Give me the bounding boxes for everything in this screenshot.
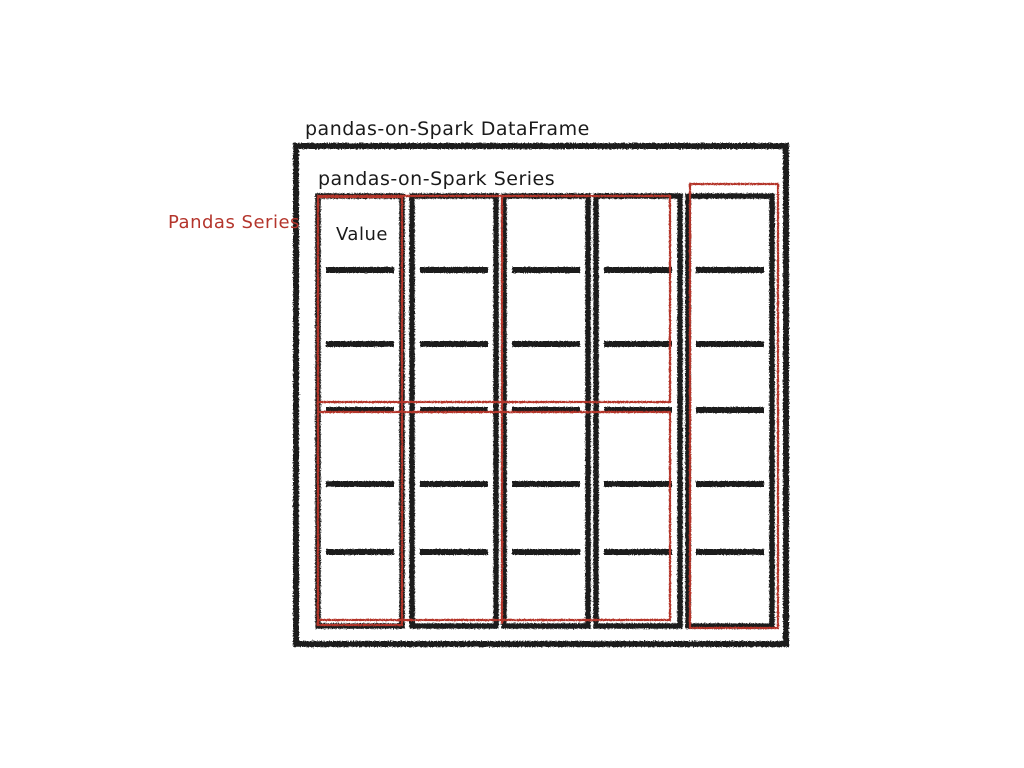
dataframe-frame [296,146,786,644]
spark-series-label: pandas-on-Spark Series [318,168,556,190]
dataframe-title-label: pandas-on-Spark DataFrame [305,118,590,140]
value-cell-label: Value [336,224,388,245]
pandas-series-label: Pandas Series [168,212,300,233]
spark-series-highlight [690,184,778,628]
